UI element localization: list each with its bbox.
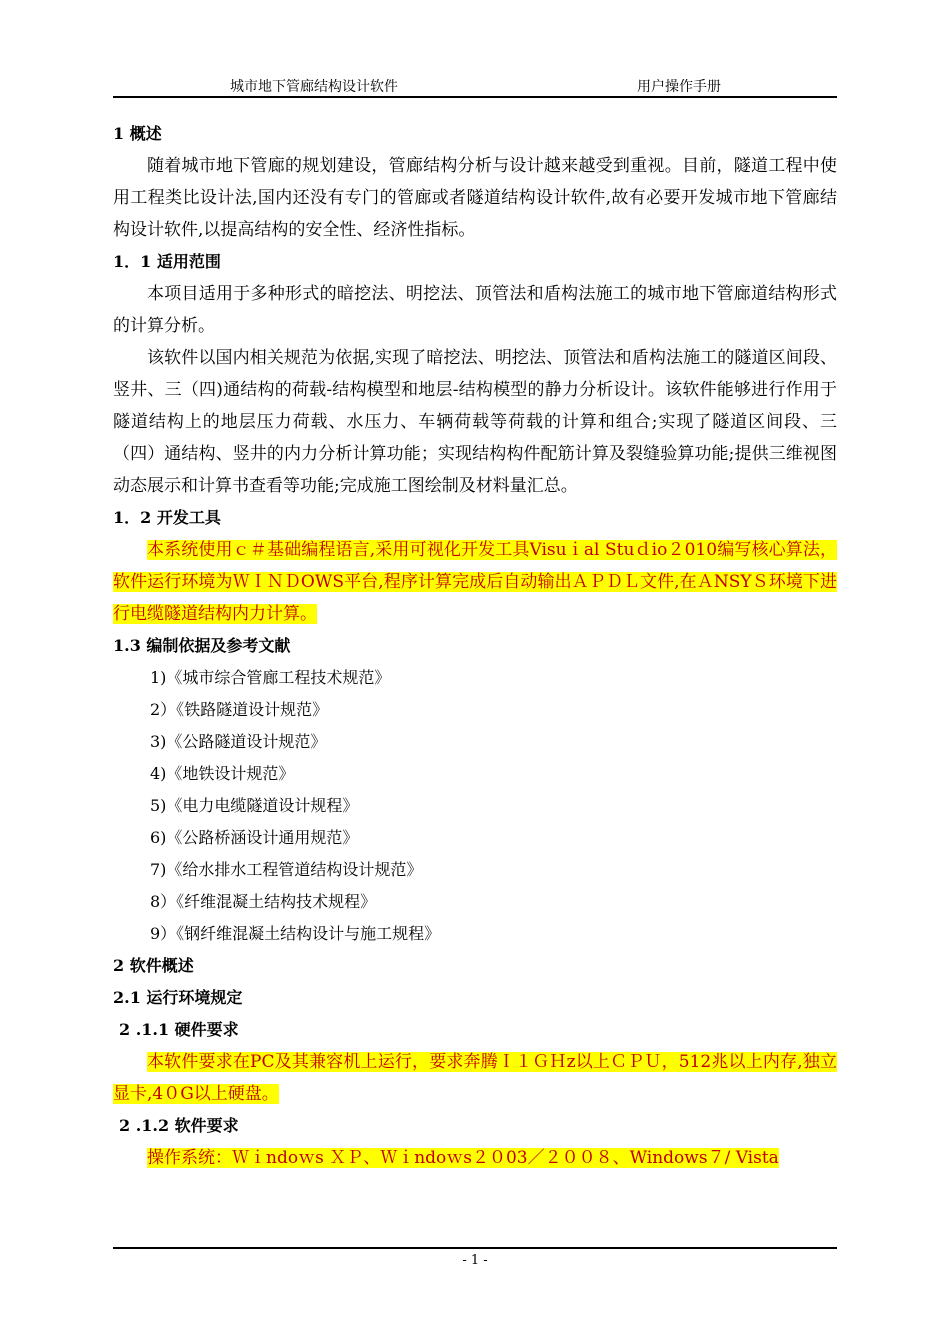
section-1-1-paragraph-2: 该软件以国内相关规范为依据,实现了暗挖法、明挖法、顶管法和盾构法施工的隧道区间段、竖井、三（四)通结构的荷载-结构模型和地层-结构模型的静力分析设计。该软件能够进行作用于隧道结构上的地层压力荷载、水压力、车辆荷载等荷载的计算和组合;实现了隧道区间段、三（四）通结构、竖井的内力分析计算功能；实现结构构件配筋计算及裂缝验算功能;提供三维视图动态展示和计算书查看等功能;完成施工图绘制及材料量汇总。	[113, 348, 837, 496]
section-1-3-heading: 1.3 编制依据及参考文献	[113, 636, 291, 655]
reference-item: 3)《公路隧道设计规范》	[150, 732, 327, 751]
header-left-title: 城市地下管廊结构设计软件	[230, 79, 398, 95]
reference-item: 2）《铁路隧道设计规范》	[150, 700, 329, 719]
highlighted-text: 本软件要求在PC及其兼容机上运行，要求奔腾Ｉ１ＧＨz以上ＣＰＵ，512兆以上内存,独立显卡,4０G以上硬盘。	[113, 1052, 837, 1104]
header-right-title: 用户操作手册	[637, 79, 721, 95]
section-1-1-paragraph-1: 本项目适用于多种形式的暗挖法、明挖法、顶管法和盾构法施工的城市地下管廊道结构形式的计算分析。	[113, 284, 837, 336]
section-1-2-paragraph	[113, 534, 837, 630]
page-footer	[113, 1247, 837, 1268]
reference-item: 6)《公路桥涵设计通用规范》	[150, 828, 359, 847]
reference-item: 5)《电力电缆隧道设计规程》	[150, 796, 359, 815]
reference-item: 8）《纤维混凝土结构技术规程》	[150, 892, 377, 911]
reference-item: 1)《城市综合管廊工程技术规范》	[150, 668, 391, 687]
page-content	[113, 118, 837, 1174]
section-2-1-2-paragraph	[113, 1142, 837, 1174]
section-2-heading: 2 软件概述	[113, 956, 194, 975]
reference-item: 7)《给水排水工程管道结构设计规范》	[150, 860, 423, 879]
section-1-heading: 1 概述	[113, 124, 162, 143]
section-1-1-heading: 1．1 适用范围	[113, 252, 221, 271]
page-header	[113, 72, 837, 98]
highlighted-text: 本系统使用ｃ＃基础编程语言,采用可视化开发工具Visuｉal Stuｄio２010编写核心算法， 软件运行环境为ＷＩＮＤOWS平台,程序计算完成后自动输出ＡＰＤＬ文件,在ＡNSYＳ环境下进行电缆隧道结构内力计算。	[113, 540, 837, 624]
reference-item: 9）《钢纤维混凝土结构设计与施工规程》	[150, 924, 441, 943]
section-1-paragraph: 随着城市地下管廊的规划建设，管廊结构分析与设计越来越受到重视。目前，隧道工程中使用工程类比设计法,国内还没有专门的管廊或者隧道结构设计软件,故有必要开发城市地下管廊结构设计软件,以提高结构的安全性、经济性指标。	[113, 156, 837, 240]
section-2-1-1-heading: 2 .1.1 硬件要求	[119, 1020, 239, 1039]
section-2-1-2-heading: 2 .1.2 软件要求	[119, 1116, 239, 1135]
reference-list	[113, 662, 837, 950]
highlighted-text: 操作系统：Ｗｉndoｗs ＸＰ、Ｗｉndoｗs２０03／２００８、Windows７/ Vista	[147, 1148, 779, 1168]
section-1-2-heading: 1．2 开发工具	[113, 508, 221, 527]
page-number: - 1 -	[462, 1253, 488, 1268]
section-2-1-1-paragraph	[113, 1046, 837, 1110]
reference-item: 4)《地铁设计规范》	[150, 764, 295, 783]
section-2-1-heading: 2.1 运行环境规定	[113, 988, 243, 1007]
